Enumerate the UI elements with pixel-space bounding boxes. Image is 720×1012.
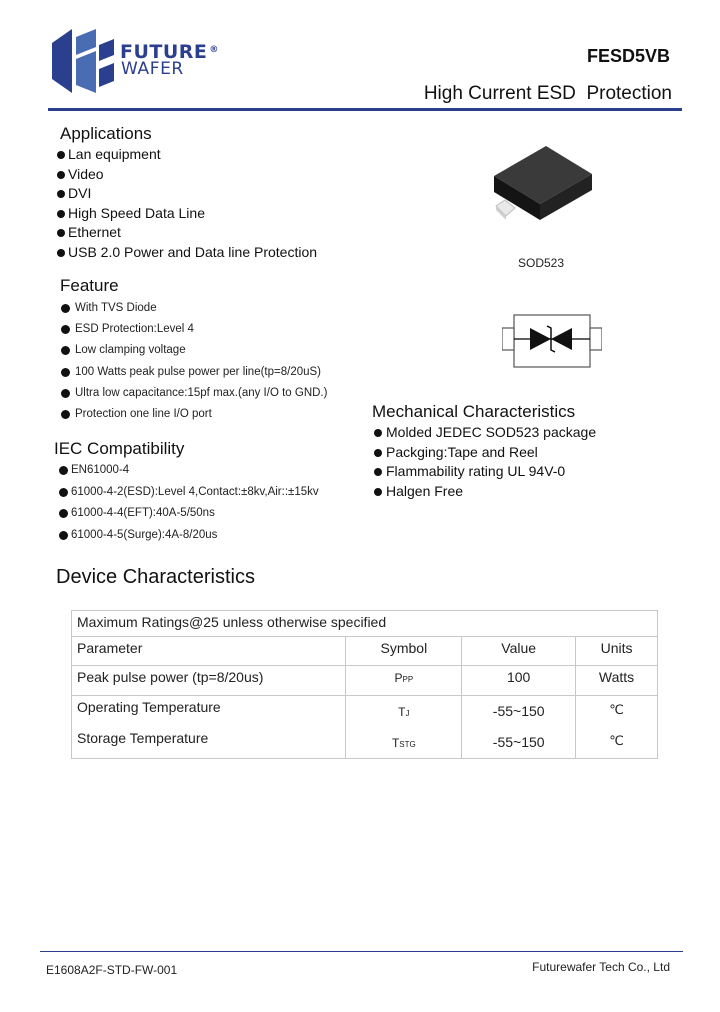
list-item: With TVS Diode: [57, 298, 327, 319]
table-caption: Maximum Ratings@25 unless otherwise specified: [72, 611, 658, 637]
list-item: DVI: [57, 184, 317, 204]
peak-unit: Watts: [576, 666, 658, 696]
list-item: Video: [57, 165, 317, 185]
sod523-package-icon: [488, 140, 598, 226]
mechanical-heading: Mechanical Characteristics: [372, 402, 576, 421]
peak-parameter: Peak pulse power (tp=8/20us): [72, 666, 346, 696]
storage-temp-symbol: TSTG: [391, 736, 416, 750]
package-label: SOD523: [518, 256, 565, 270]
operating-temp-unit: ℃: [609, 703, 624, 718]
mechanical-list: [372, 423, 596, 501]
list-item: Low clamping voltage: [57, 340, 327, 361]
list-item: Halgen Free: [372, 482, 596, 502]
bidirectional-tvs-diode-symbol-icon: [502, 313, 602, 369]
list-item: Flammability rating UL 94V-0: [372, 462, 596, 482]
device-characteristics-heading: Device Characteristics: [56, 566, 255, 588]
list-item: 61000-4-4(EFT):40A-5/50ns: [57, 503, 319, 525]
brand-line-2: WAFER: [121, 59, 184, 79]
header-symbol: Symbol: [346, 637, 462, 666]
applications-list: [57, 145, 317, 262]
document-code: E1608A2F-STD-FW-001: [46, 963, 178, 977]
header-parameter: Parameter: [72, 637, 346, 666]
feature-list: [57, 298, 327, 425]
table-row: [72, 666, 658, 696]
peak-value: 100: [462, 666, 576, 696]
operating-temp-value: -55~150: [492, 703, 545, 719]
brand-line-1: FUTURE ®: [120, 41, 219, 63]
list-item: Protection one line I/O port: [57, 404, 327, 425]
document-subtitle: High Current ESD Protection: [423, 83, 672, 104]
storage-temp-parameter: Storage Temperature: [77, 730, 209, 746]
operating-temp-symbol: TJ: [398, 705, 410, 719]
registered-mark: ®: [209, 45, 219, 55]
list-item: High Speed Data Line: [57, 204, 317, 224]
list-item: Lan equipment: [57, 145, 317, 165]
maximum-ratings-table: [71, 610, 658, 759]
company-name: Futurewafer Tech Co., Ltd: [532, 960, 670, 974]
list-item: 100 Watts peak pulse power per line(tp=8/20uS): [57, 362, 327, 383]
header-value: Value: [462, 637, 576, 666]
applications-heading: Applications: [60, 124, 152, 143]
list-item: Molded JEDEC SOD523 package: [372, 423, 596, 443]
list-item: Ethernet: [57, 223, 317, 243]
peak-symbol: PPP: [346, 666, 462, 696]
part-number: FESD5VB: [586, 46, 670, 66]
feature-heading: Feature: [60, 276, 119, 295]
operating-temp-parameter: Operating Temperature: [77, 699, 221, 715]
list-item: 61000-4-5(Surge):4A-8/20us: [57, 525, 319, 547]
future-wafer-logo-icon: [52, 29, 114, 93]
table-row: [72, 696, 658, 759]
header-units: Units: [576, 637, 658, 666]
list-item: EN61000-4: [57, 460, 319, 482]
iec-heading: IEC Compatibility: [54, 439, 185, 458]
storage-temp-value: -55~150: [492, 734, 545, 750]
list-item: Ultra low capacitance:15pf max.(any I/O to GND.): [57, 383, 327, 404]
list-item: 61000-4-2(ESD):Level 4,Contact:±8kv,Air::±15kv: [57, 482, 319, 504]
storage-temp-unit: ℃: [609, 734, 624, 749]
list-item: USB 2.0 Power and Data line Protection: [57, 243, 317, 263]
footer-divider: [40, 951, 683, 952]
iec-list: [57, 460, 319, 546]
list-item: ESD Protection:Level 4: [57, 319, 327, 340]
header-divider: [48, 108, 682, 111]
list-item: Packging:Tape and Reel: [372, 443, 596, 463]
